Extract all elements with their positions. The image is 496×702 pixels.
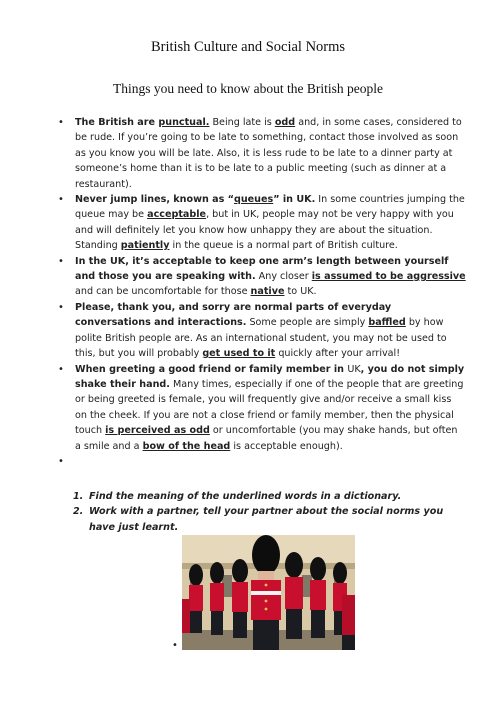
underlined-word: odd <box>274 117 296 128</box>
task-text: Find the meaning of the underlined words in a dictionary. <box>89 491 402 502</box>
body-text: Any closer <box>255 271 312 283</box>
bold-text: Never jump lines, known as “ <box>75 194 234 206</box>
task-list <box>73 489 469 535</box>
document-subtitle: Things you need to know about the British people <box>113 81 383 96</box>
guards-illustration <box>182 535 355 650</box>
body-text: or uncomfortable (you may shake hands, but often a smile and a <box>75 425 458 452</box>
underlined-word: is assumed to be aggressive <box>311 271 466 283</box>
body-text: UK <box>347 363 361 375</box>
body-text: by how polite British people are. As an international student, you may not be used to this, but you will probably <box>75 317 447 360</box>
body-text: is acceptable enough). <box>230 440 343 452</box>
bold-text: The British are <box>75 117 159 128</box>
underlined-word: queues <box>233 194 274 206</box>
bold-text: ” in UK. <box>273 194 316 206</box>
body-text: quickly after your arrival! <box>275 348 401 360</box>
underlined-word: get used to it <box>202 348 276 360</box>
body-text: and, in some cases, considered to be rude. If you’re going to be late to something, contact those involved as soon as you know you will be late. Also, it is less rude to be late to a dinner party at someone’s home than it is to be late to a public meeting (such as dinner at a restaurant). <box>75 117 462 190</box>
task-number: 1. <box>73 491 84 502</box>
body-text: to UK. <box>284 286 317 298</box>
underlined-word: baffled <box>368 317 406 329</box>
list-item-empty <box>58 454 466 469</box>
body-text: , but in UK, people may not be very happy with you and will definitely let you know how unhappy they are about the situation. Standing <box>75 209 454 252</box>
body-text: and can be uncomfortable for those <box>75 286 251 298</box>
underlined-word: acceptable <box>147 209 207 221</box>
social-norms-list <box>58 115 466 469</box>
list-item-queues <box>58 192 466 254</box>
task-number: 2. <box>73 506 84 518</box>
body-text: in the queue is a normal part of British culture. <box>169 240 398 252</box>
document-title: British Culture and Social Norms <box>150 39 346 55</box>
task-text: Work with a partner, tell your partner about the social norms you have just learnt. <box>89 506 444 533</box>
task-item <box>73 504 469 535</box>
queens-guards-photo <box>182 535 355 650</box>
body-text: Being late is <box>209 117 275 128</box>
body-text: Many times, especially if one of the people that are greeting or being greeted is female, you will frequently give and/or receive a small kiss on the cheek. If you are not a close friend or family member, then the physical touch <box>75 378 464 437</box>
list-item-punctual <box>58 115 466 192</box>
bold-text: , you do not simply shake their hand. <box>75 363 465 390</box>
body-text: Some people are simply <box>246 317 369 329</box>
underlined-word: patiently <box>120 240 170 252</box>
bold-text: Please, thank you, and sorry are normal parts of everyday conversations and interactions. <box>75 301 392 329</box>
bold-text: When greeting a good friend or family member in <box>75 363 348 375</box>
task-item <box>73 489 469 504</box>
underlined-word: native <box>250 286 285 298</box>
list-item-personal-space <box>58 254 466 300</box>
underlined-word: punctual. <box>158 117 210 128</box>
list-item-politeness <box>58 300 466 362</box>
underlined-word: is perceived as odd <box>105 425 210 437</box>
underlined-word: bow of the head <box>142 440 231 452</box>
empty-bullet: • <box>172 640 178 651</box>
body-text: In some countries jumping the queue may be <box>75 194 465 221</box>
bold-text: In the UK, it’s acceptable to keep one arm’s length between yourself and those you are speaking with. <box>75 255 449 283</box>
list-item-greeting <box>58 362 466 454</box>
